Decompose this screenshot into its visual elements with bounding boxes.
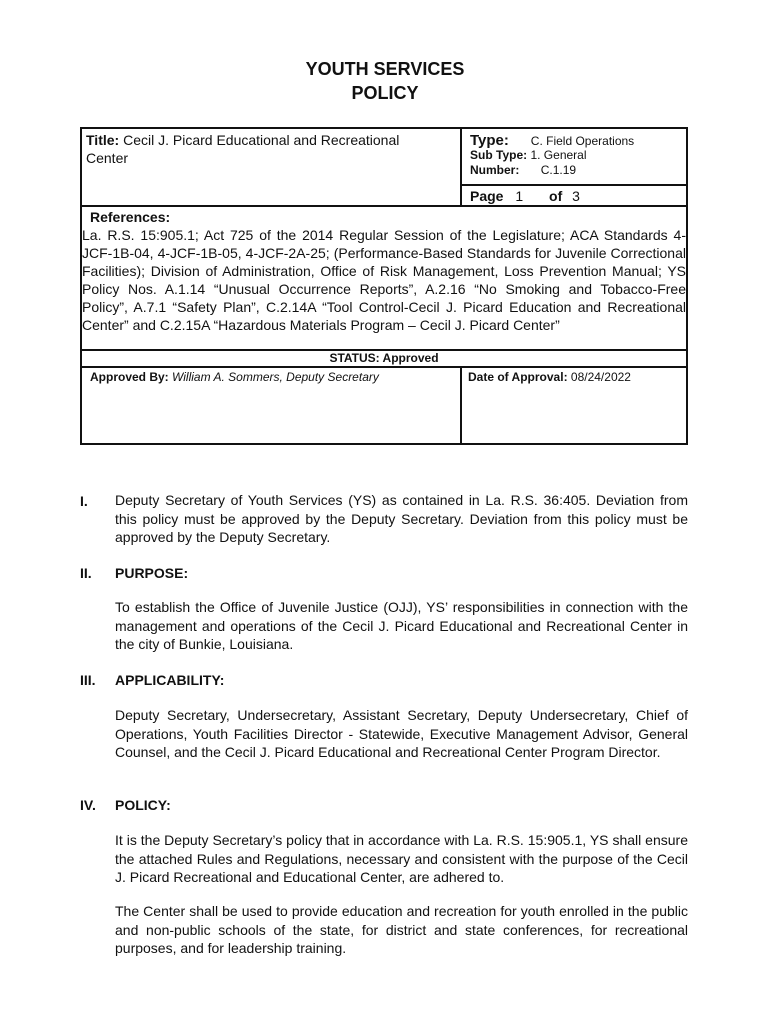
subtype-label: Sub Type: — [470, 148, 528, 162]
box-divider-status-bottom — [80, 366, 688, 368]
section-2-paragraph: To establish the Office of Juvenile Justice (OJJ), YS’ responsibilities in connection with the management and operations of the Cecil J. Picard Educational and Recreational Center in the city of Bunkie, Louisiana. — [115, 599, 688, 652]
document-title-line2: POLICY — [351, 83, 419, 103]
section-2-number: II. — [80, 565, 92, 581]
box-divider-vertical-top — [460, 127, 462, 206]
approval-date — [468, 370, 683, 385]
type-value: C. Field Operations — [530, 134, 635, 148]
section-2-heading: PURPOSE: — [115, 565, 189, 581]
section-4-paragraph-2: The Center shall be used to provide education and recreation for youth enrolled in the public and non-public schools of the state, for district and state conferences, for recreational purposes, and for leadership training. — [115, 903, 688, 956]
policy-title — [86, 131, 454, 167]
section-4-number: IV. — [80, 797, 96, 813]
number-value: C.1.19 — [540, 163, 577, 177]
section-3-number: III. — [80, 672, 96, 688]
box-divider-vertical-bottom — [460, 366, 462, 445]
title-value-line1: Cecil J. Picard Educational and Recreational — [123, 132, 400, 148]
section-3-heading: APPLICABILITY: — [115, 672, 225, 688]
number-label: Number: — [470, 163, 520, 177]
policy-subtype — [470, 148, 685, 163]
subtype-value: 1. General — [530, 148, 587, 162]
section-3-paragraph: Deputy Secretary, Undersecretary, Assistant Secretary, Deputy Undersecretary, Chief of Operations, Youth Facilities Director - Statewide, Executive Management Advisor, General Counsel, and the Cecil J. Picard Educational and Recreational Center Program Director. — [115, 707, 688, 760]
section-1-number: I. — [80, 493, 88, 509]
references-text: La. R.S. 15:905.1; Act 725 of the 2014 Regular Session of the Legislature; ACA Standards 4-JCF-1B-04, 4-JCF-1B-05, 4-JCF-2A-25; (Performance-Based Standards for Juvenile Correctional Facilities); Division of Administration, Office of Risk Management, Loss Prevention Manual; YS Policy Nos. A.1.14 “Unusual Occurrence Reports”, A.2.16 “No Smoking and Tobacco-Free Policy”, A.7.1 “Safety Plan”, C.2.14A “Tool Control-Cecil J. Picard Education and Recreational Center” and C.2.15A “Hazardous Materials Program – Cecil J. Picard Center” — [82, 227, 686, 333]
of-label: of — [549, 188, 563, 204]
approved-by-value: William A. Sommers, Deputy Secretary — [172, 370, 379, 384]
policy-number — [470, 163, 685, 178]
type-label: Type: — [470, 132, 509, 149]
approved-by-label: Approved By: — [90, 370, 169, 384]
date-value: 08/24/2022 — [570, 370, 631, 384]
box-divider-page — [460, 184, 688, 186]
section-4-heading: POLICY: — [115, 797, 171, 813]
of-value: 3 — [572, 188, 580, 204]
references-label: References: — [90, 209, 171, 225]
document-title-line1: YOUTH SERVICES — [305, 59, 465, 79]
title-value-line2: Center — [86, 150, 129, 166]
date-label: Date of Approval: — [468, 370, 568, 384]
box-divider-references — [80, 205, 688, 207]
approved-by — [90, 370, 458, 385]
page-indicator — [470, 187, 685, 205]
status-text: STATUS: Approved — [329, 351, 439, 365]
page-label: Page — [470, 188, 504, 204]
page-value: 1 — [515, 188, 524, 204]
section-1-paragraph: Deputy Secretary of Youth Services (YS) as contained in La. R.S. 36:405. Deviation from this policy must be approved by the Deputy Secretary. Deviation from this policy must be approved by the Deputy Secretary. — [115, 492, 688, 545]
title-label: Title: — [86, 132, 120, 148]
section-4-paragraph-1: It is the Deputy Secretary’s policy that in accordance with La. R.S. 15:905.1, YS shall ensure the attached Rules and Regulations, necessary and consistent with the purpose of the Cecil J. Picard Recreational and Educational Center, are adhered to. — [115, 832, 688, 885]
